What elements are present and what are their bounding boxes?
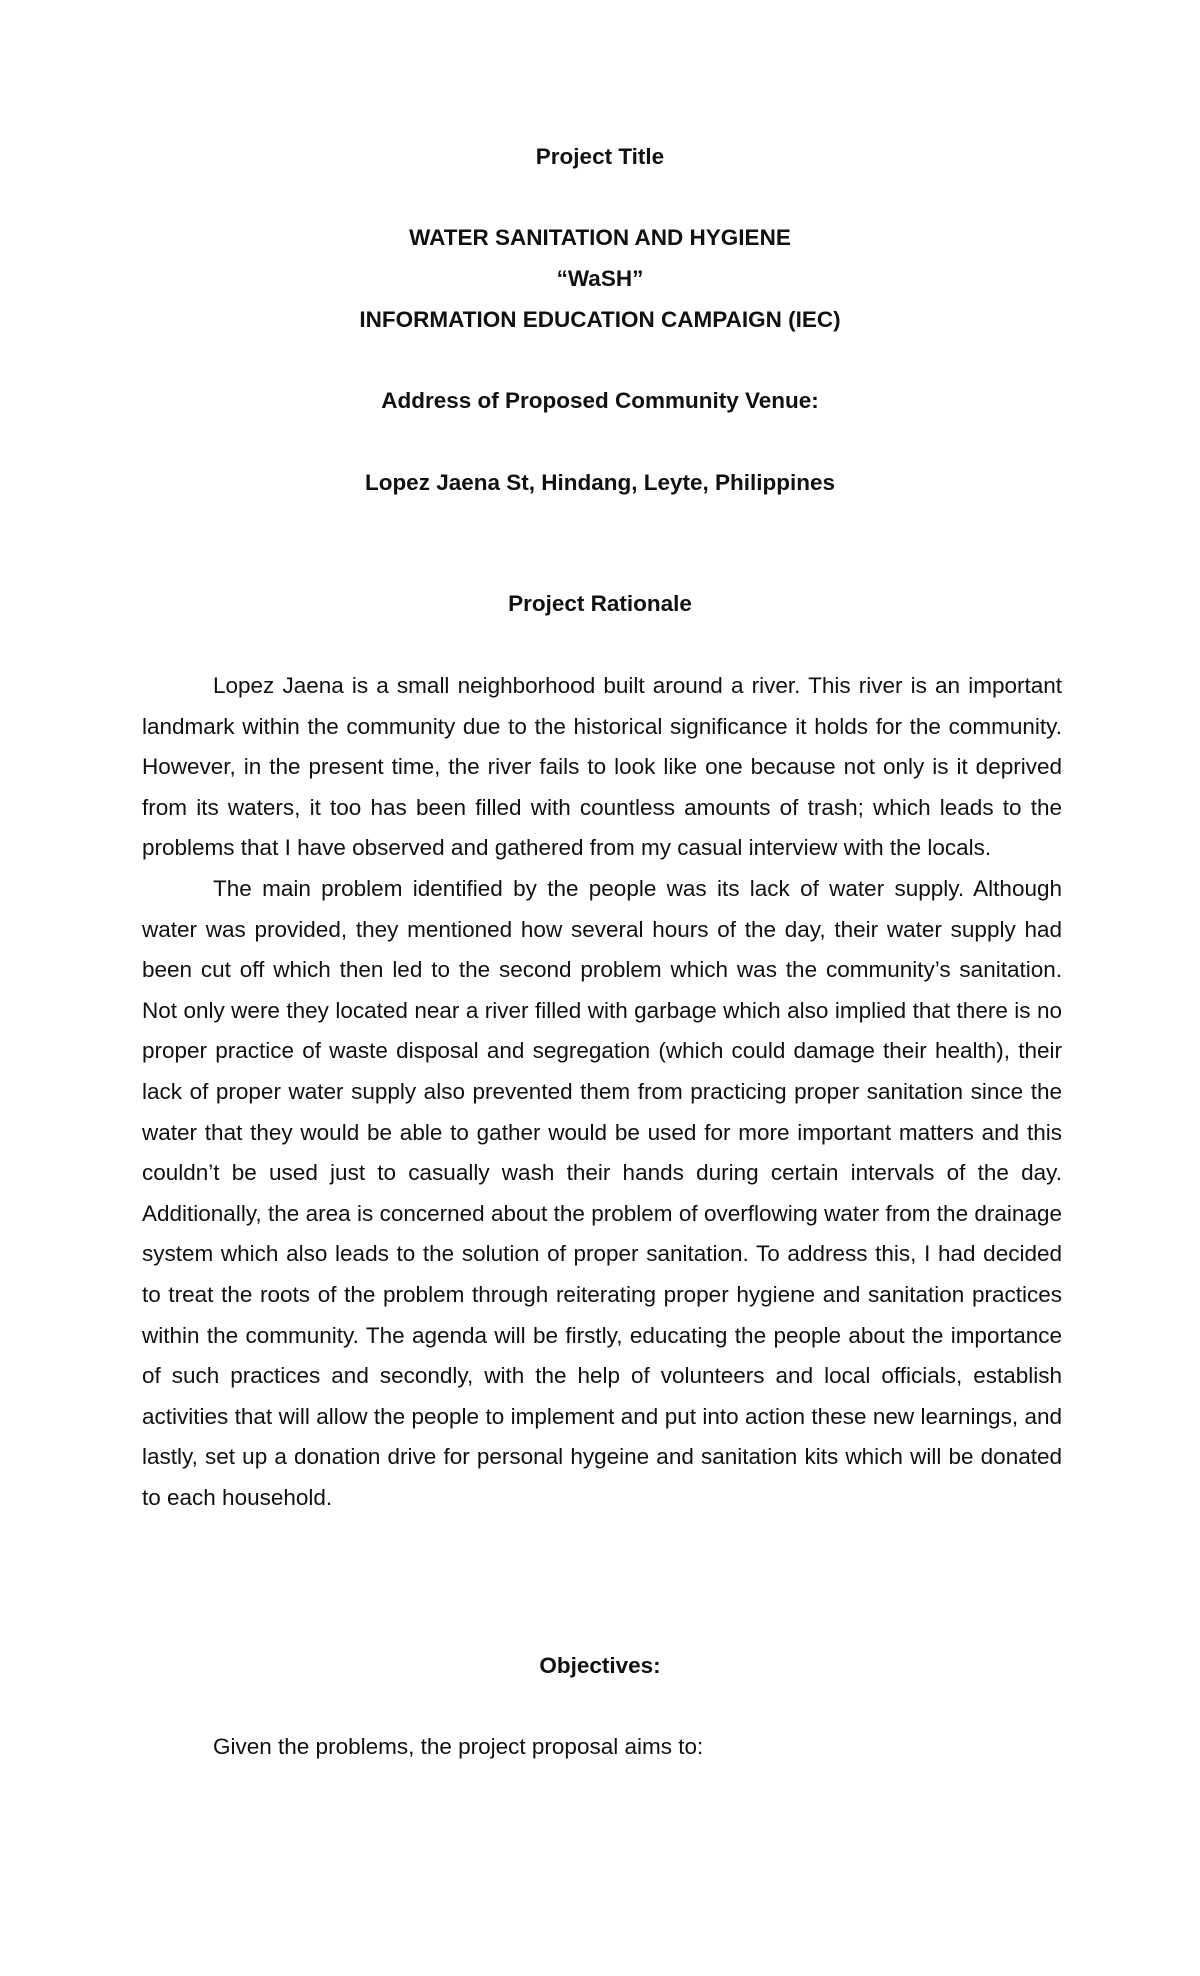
rationale-paragraph-2: The main problem identified by the people was its lack of water supply. Although water was provided, they mentioned how several hours of the day, their water supply had been cut off which then led to the second problem which was the community’s sanitation. Not only were they located near a river filled with garbage which also implied that there is no proper practice of waste disposal and segregation (which could damage their health), their lack of proper water supply also prevented them from practicing proper sanitation since the water that they would be able to gather would be used for more important matters and this couldn’t be used just to casually wash their hands during certain intervals of the day. Additionally, the area is concerned about the problem of overflowing water from the drainage system which also leads to the solution of proper sanitation. To address this, I had decided to treat the roots of the problem through reiterating proper hygiene and sanitation practices within the community. The agenda will be firstly, educating the people about the importance of such practices and secondly, with the help of volunteers and local officials, establish activities that will allow the people to implement and put into action these new learnings, and lastly, set up a donation drive for personal hygeine and sanitation kits which will be donated to each household. [142,875,1062,1510]
address-value: Lopez Jaena St, Hindang, Leyte, Philippines [364,470,836,495]
title-line-1: WATER SANITATION AND HYGIENE [409,225,791,250]
title-line-3: INFORMATION EDUCATION CAMPAIGN (IEC) [359,307,841,332]
title-line-2: “WaSH” [556,266,644,291]
address-label: Address of Proposed Community Venue: [381,388,819,413]
objectives-heading: Objectives: [539,1653,661,1678]
rationale-body [142,666,1062,1518]
objectives-intro: Given the problems, the project proposal aims to: [213,1734,704,1759]
project-title-label: Project Title [535,144,665,169]
rationale-paragraph-1: Lopez Jaena is a small neighborhood built around a river. This river is an important landmark within the community due to the historical significance it holds for the community. However, in the present time, the river fails to look like one because not only is it deprived from its waters, it too has been filled with countless amounts of trash; which leads to the problems that I have observed and gathered from my casual interview with the locals. [142,673,1062,861]
rationale-heading: Project Rationale [508,591,692,616]
